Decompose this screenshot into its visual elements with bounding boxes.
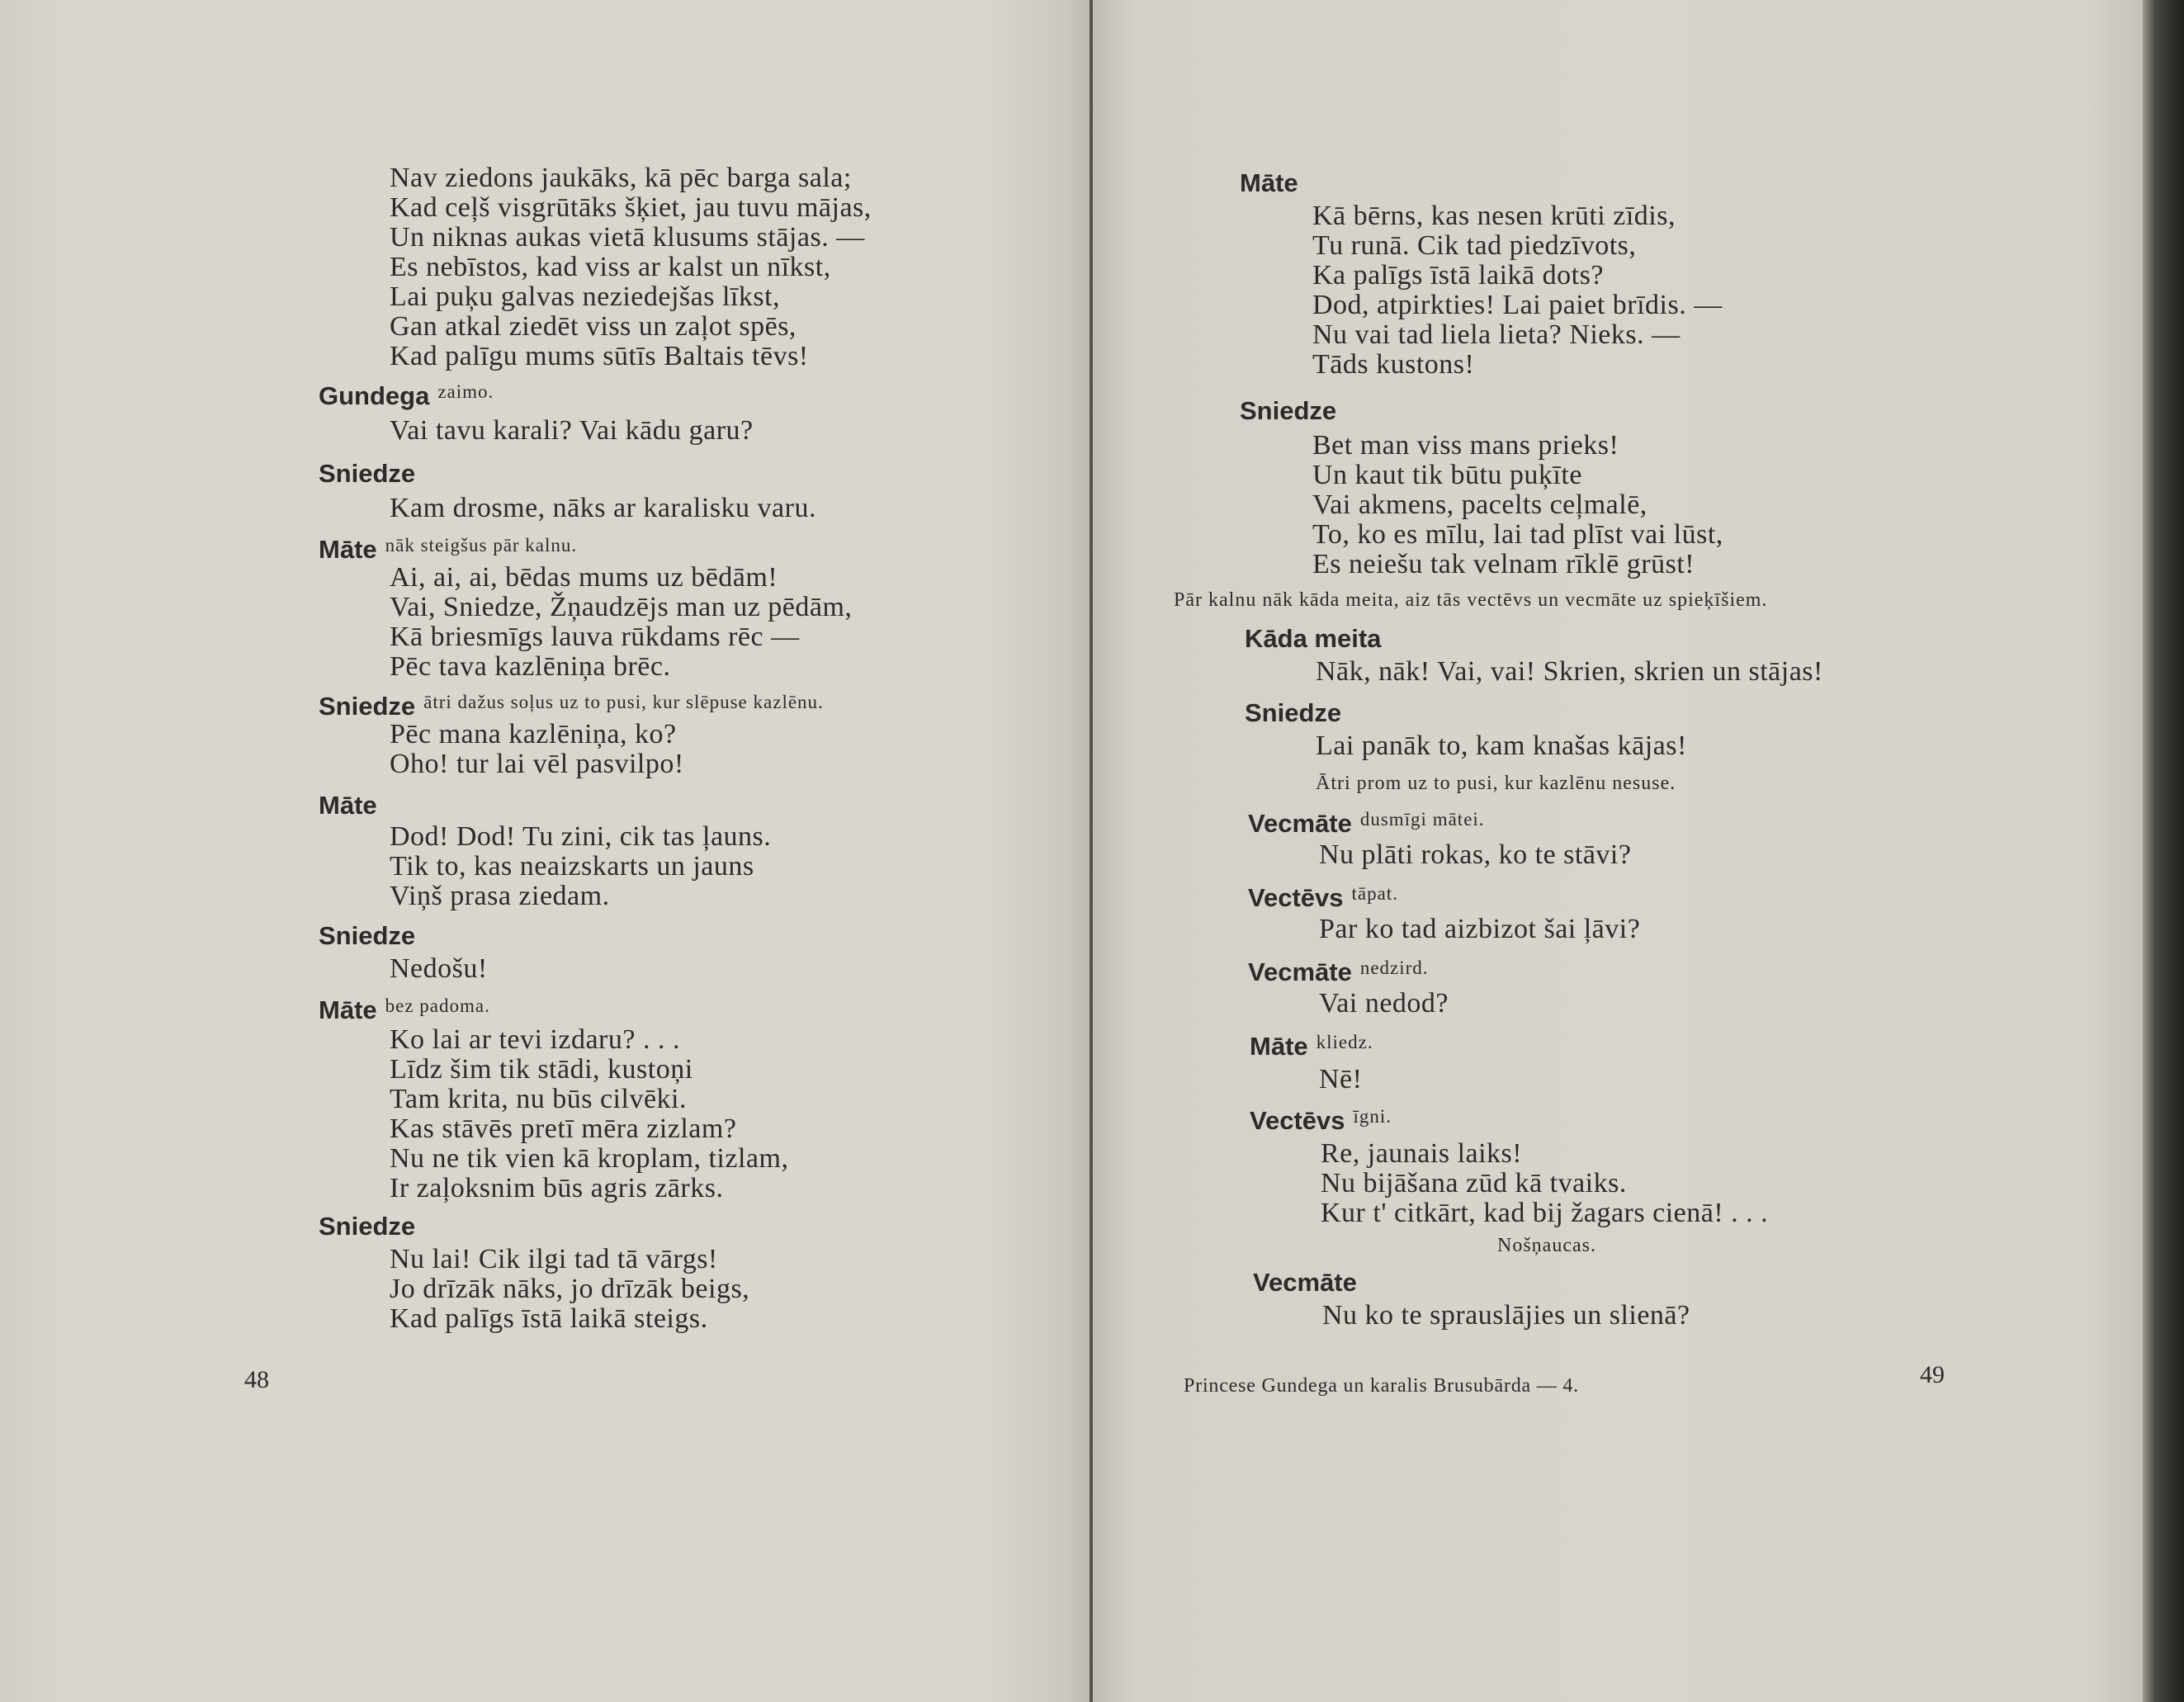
speaker-label: Sniedze	[319, 1212, 416, 1241]
verse-line: Ai, ai, ai, bēdas mums uz bēdām!	[390, 562, 778, 593]
stage-direction: bez padoma.	[385, 995, 490, 1016]
verse-line: Ko lai ar tevi izdaru? . . .	[390, 1024, 680, 1055]
book-edge	[2143, 0, 2184, 1702]
stage-direction: īgni.	[1353, 1106, 1392, 1127]
left-page	[0, 0, 1091, 1702]
verse-line: Re, jaunais laiks!	[1321, 1138, 1523, 1169]
page-number: 48	[244, 1366, 269, 1393]
verse-line: Es nebīstos, kad viss ar kalst un nīkst,	[390, 252, 831, 282]
verse-line: Kur t' citkārt, kad bij žagars cienā! . . .	[1321, 1198, 1769, 1228]
stage-direction: ātri dažus soļus uz to pusi, kur slēpuse kazlēnu.	[423, 692, 824, 712]
verse-line: Nedošu!	[390, 953, 488, 984]
verse-line: Ir zaļoksnim būs agris zārks.	[390, 1173, 724, 1203]
running-footer: Princese Gundega un karalis Brusubārda — 4.	[1184, 1375, 1579, 1397]
verse-line: Nu lai! Cik ilgi tad tā vārgs!	[390, 1244, 718, 1274]
right-page	[1093, 0, 2143, 1702]
verse-line: Pēc mana kazlēniņa, ko?	[390, 719, 677, 749]
speaker-label: Māte $^{nāk steigšus pār kalnu.}$	[319, 535, 578, 564]
speaker-label: Gundega $^{zaimo.}$	[319, 381, 494, 410]
verse-line: Lai panāk to, kam knašas kājas!	[1316, 730, 1687, 761]
verse-line: Jo drīzāk nāks, jo drīzāk beigs,	[390, 1274, 750, 1304]
speaker-label: Māte $^{bez padoma.}$	[319, 995, 490, 1024]
verse-line: Viņš prasa ziedam.	[390, 881, 610, 911]
verse-line: Ka palīgs īstā laikā dots?	[1312, 260, 1604, 291]
verse-line: Bet man viss mans prieks!	[1312, 430, 1619, 461]
verse-line: Nu ko te sprauslājies un slienā?	[1322, 1300, 1690, 1331]
speaker-label: Sniedze	[1240, 396, 1337, 425]
verse-line: Nu plāti rokas, ko te stāvi?	[1319, 839, 1632, 870]
verse-line: To, ko es mīlu, lai tad plīst vai lūst,	[1312, 519, 1723, 550]
verse-line: Es neiešu tak velnam rīklē grūst!	[1312, 549, 1695, 579]
verse-line: Tik to, kas neaizskarts un jauns	[390, 851, 754, 882]
verse-line: Nu ne tik vien kā kroplam, tizlam,	[390, 1143, 789, 1174]
verse-line: Dod, atpirkties! Lai paiet brīdis. —	[1312, 290, 1723, 320]
verse-line: Un kaut tik būtu puķīte	[1312, 460, 1582, 490]
verse-line: Vai, Sniedze, Žņaudzējs man uz pēdām,	[390, 592, 853, 622]
verse-line: Lai puķu galvas neziedejšas līkst,	[390, 281, 781, 312]
speaker-label: Vectēvs $^{tāpat.}$	[1248, 883, 1398, 912]
verse-line: Nav ziedons jaukāks, kā pēc barga sala;	[390, 163, 852, 193]
stage-direction: nāk steigšus pār kalnu.	[385, 535, 578, 556]
verse-line: Dod! Dod! Tu zini, cik tas ļauns.	[390, 821, 772, 852]
verse-line: Nē!	[1319, 1064, 1363, 1094]
verse-line: Oho! tur lai vēl pasvilpo!	[390, 749, 684, 779]
stage-direction: Nošņaucas.	[1497, 1235, 1596, 1256]
verse-line: Kā bērns, kas nesen krūti zīdis,	[1312, 201, 1676, 231]
verse-line: Vai nedod?	[1319, 988, 1449, 1019]
speaker-label: Sniedze	[319, 459, 416, 488]
verse-line: Par ko tad aizbizot šai ļāvi?	[1319, 914, 1641, 944]
verse-line: Līdz šim tik stādi, kustoņi	[390, 1054, 693, 1085]
speaker-label: Vecmāte	[1253, 1268, 1357, 1297]
speaker-label: Kāda meita	[1245, 624, 1382, 653]
verse-line: Vai tavu karali? Vai kādu garu?	[390, 415, 754, 446]
verse-line: Kas stāvēs pretī mēra zizlam?	[390, 1113, 737, 1144]
verse-line: Nu bijāšana zūd kā tvaiks.	[1321, 1168, 1627, 1198]
speaker-label: Māte $^{kliedz.}$	[1250, 1032, 1373, 1061]
verse-line: Tu runā. Cik tad piedzīvots,	[1312, 230, 1637, 261]
stage-direction: Pār kalnu nāk kāda meita, aiz tās vectēvs un vecmāte uz spieķīšiem.	[1174, 589, 1768, 611]
verse-line: Gan atkal ziedēt viss un zaļot spēs,	[390, 311, 797, 342]
speaker-label: Māte	[1240, 168, 1298, 197]
stage-direction: tāpat.	[1351, 883, 1398, 904]
stage-direction: dusmīgi mātei.	[1359, 809, 1485, 830]
speaker-label: Sniedze	[319, 921, 416, 950]
verse-line: Tam krita, nu būs cilvēki.	[390, 1084, 687, 1114]
verse-line: Kam drosme, nāks ar karalisku varu.	[390, 493, 816, 523]
verse-line: Pēc tava kazlēniņa brēc.	[390, 651, 671, 682]
verse-line: Nāk, nāk! Vai, vai! Skrien, skrien un stājas!	[1316, 656, 1823, 687]
speaker-label: Vecmāte $^{nedzird.}$	[1248, 957, 1429, 986]
verse-line: Un niknas aukas vietā klusums stājas. —	[390, 222, 865, 253]
verse-line: Vai akmens, pacelts ceļmalē,	[1312, 489, 1647, 520]
speaker-label: Vecmāte $^{dusmīgi mātei.}$	[1248, 809, 1485, 838]
verse-line: Kā briesmīgs lauva rūkdams rēc —	[390, 622, 800, 652]
verse-line: Tāds kustons!	[1312, 349, 1475, 380]
speaker-label: Sniedze $^{ātri dažus soļus uz to pusi, kur slēpuse kazlēnu.}$	[319, 692, 824, 721]
verse-line: Kad palīgs īstā laikā steigs.	[390, 1303, 708, 1334]
stage-direction: nedzird.	[1359, 957, 1429, 978]
verse-line: Nu vai tad liela lieta? Nieks. —	[1312, 319, 1681, 350]
speaker-label: Vectēvs $^{īgni.}$	[1250, 1106, 1392, 1135]
page-number: 49	[1920, 1361, 1945, 1388]
speaker-label: Māte	[319, 791, 377, 820]
verse-line: Kad ceļš visgrūtāks šķiet, jau tuvu mājas,	[390, 192, 872, 223]
speaker-label: Sniedze	[1245, 698, 1342, 727]
verse-line: Kad palīgu mums sūtīs Baltais tēvs!	[390, 341, 809, 371]
stage-direction: kliedz.	[1316, 1032, 1373, 1052]
stage-direction: Ātri prom uz to pusi, kur kazlēnu nesuse.	[1316, 773, 1676, 794]
stage-direction: zaimo.	[437, 381, 494, 402]
